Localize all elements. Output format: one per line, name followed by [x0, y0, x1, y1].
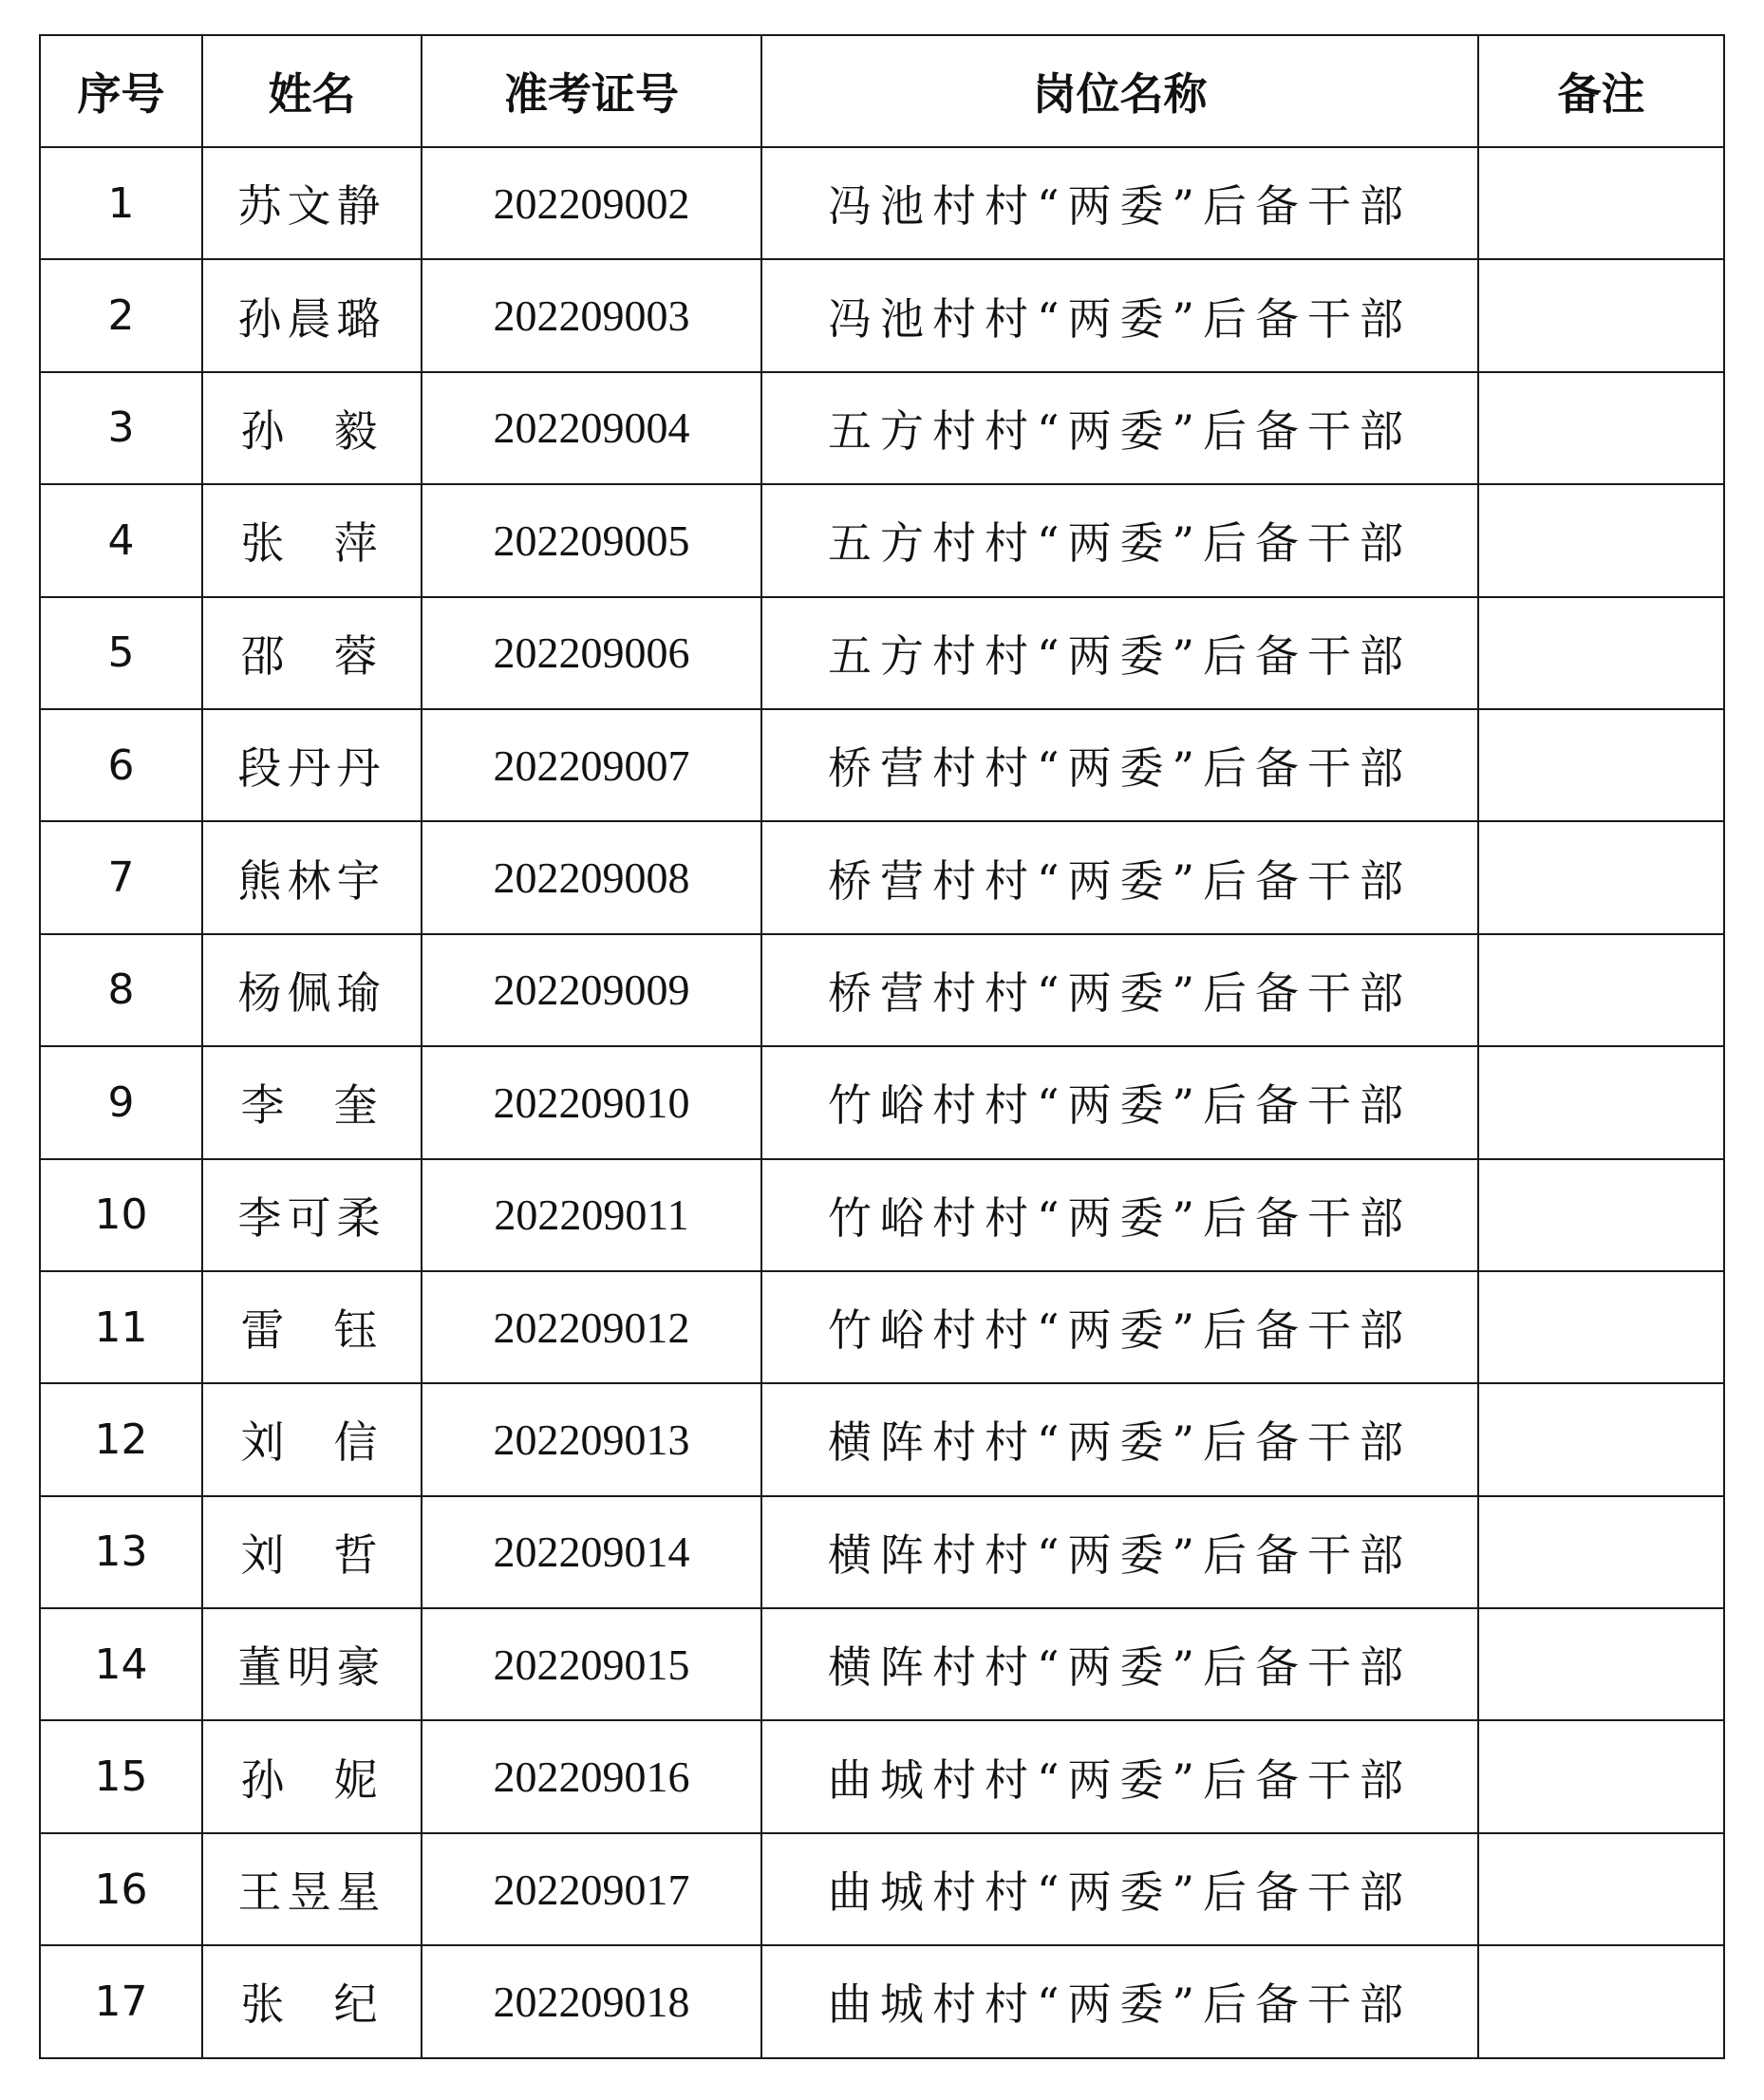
cell-name-text: 王昱星	[237, 1866, 386, 1919]
cell-remark	[1478, 147, 1724, 259]
cell-no: 10	[40, 1159, 202, 1271]
cell-no: 15	[40, 1720, 202, 1832]
cell-name-text: 刘信	[240, 1416, 384, 1469]
cell-name	[202, 1496, 422, 1608]
cell-name	[202, 821, 422, 933]
cell-name	[202, 597, 422, 709]
cell-exam-id: 202209012	[422, 1271, 761, 1383]
table-row	[40, 259, 1724, 371]
table-row	[40, 1608, 1724, 1720]
cell-exam-id: 202209017	[422, 1833, 761, 1945]
cell-name	[202, 1159, 422, 1271]
cell-name	[202, 1608, 422, 1720]
cell-no: 17	[40, 1945, 202, 2057]
cell-position: 五方村村“两委”后备干部	[761, 484, 1478, 596]
cell-name-text: 孙毅	[240, 404, 384, 457]
cell-name-text: 雷钰	[240, 1304, 384, 1357]
cell-name-text: 董明豪	[237, 1641, 386, 1694]
cell-remark	[1478, 372, 1724, 484]
cell-name	[202, 484, 422, 596]
table-row	[40, 709, 1724, 821]
cell-name-text: 张纪	[240, 1978, 384, 2031]
cell-name	[202, 259, 422, 371]
cell-no: 9	[40, 1046, 202, 1158]
cell-exam-id: 202209016	[422, 1720, 761, 1832]
header-position: 岗位名称	[761, 35, 1478, 147]
cell-exam-id: 202209009	[422, 934, 761, 1046]
cell-exam-id: 202209004	[422, 372, 761, 484]
cell-exam-id: 202209006	[422, 597, 761, 709]
cell-name	[202, 1720, 422, 1832]
table-row	[40, 1046, 1724, 1158]
cell-position: 横阵村村“两委”后备干部	[761, 1383, 1478, 1495]
cell-no: 14	[40, 1608, 202, 1720]
cell-remark	[1478, 1383, 1724, 1495]
cell-exam-id: 202209014	[422, 1496, 761, 1608]
cell-no: 16	[40, 1833, 202, 1945]
cell-position: 冯池村村“两委”后备干部	[761, 259, 1478, 371]
table-row	[40, 484, 1724, 596]
cell-position: 桥营村村“两委”后备干部	[761, 821, 1478, 933]
cell-remark	[1478, 1833, 1724, 1945]
cell-name-text: 杨佩瑜	[237, 966, 386, 1019]
cell-name	[202, 1945, 422, 2057]
table-row	[40, 821, 1724, 933]
cell-no: 8	[40, 934, 202, 1046]
cell-no: 1	[40, 147, 202, 259]
cell-name-text: 段丹丹	[237, 742, 386, 795]
cell-remark	[1478, 597, 1724, 709]
cell-name	[202, 1271, 422, 1383]
cell-remark	[1478, 821, 1724, 933]
table-body	[40, 147, 1724, 2058]
cell-name-text: 李奎	[240, 1079, 384, 1132]
cell-remark	[1478, 1271, 1724, 1383]
cell-exam-id: 202209003	[422, 259, 761, 371]
cell-no: 12	[40, 1383, 202, 1495]
table-header-row	[40, 35, 1724, 147]
cell-remark	[1478, 1496, 1724, 1608]
cell-no: 2	[40, 259, 202, 371]
cell-remark	[1478, 1046, 1724, 1158]
table-row	[40, 1720, 1724, 1832]
table-row	[40, 1271, 1724, 1383]
cell-name-text: 苏文静	[237, 180, 386, 233]
cell-position: 五方村村“两委”后备干部	[761, 597, 1478, 709]
cell-no: 13	[40, 1496, 202, 1608]
cell-name	[202, 709, 422, 821]
cell-remark	[1478, 1608, 1724, 1720]
cell-name-text: 熊林宇	[237, 854, 386, 907]
cell-name-text: 李可柔	[237, 1191, 386, 1244]
cell-no: 7	[40, 821, 202, 933]
cell-position: 竹峪村村“两委”后备干部	[761, 1271, 1478, 1383]
cell-name	[202, 147, 422, 259]
cell-remark	[1478, 259, 1724, 371]
cell-name	[202, 1833, 422, 1945]
header-no: 序号	[40, 35, 202, 147]
header-name: 姓名	[202, 35, 422, 147]
cell-exam-id: 202209015	[422, 1608, 761, 1720]
cell-name	[202, 1046, 422, 1158]
cell-name-text: 张萍	[240, 517, 384, 570]
cell-exam-id: 202209013	[422, 1383, 761, 1495]
cell-position: 横阵村村“两委”后备干部	[761, 1496, 1478, 1608]
table-row	[40, 1945, 1724, 2057]
header-remark: 备注	[1478, 35, 1724, 147]
cell-exam-id: 202209011	[422, 1159, 761, 1271]
cell-position: 曲城村村“两委”后备干部	[761, 1945, 1478, 2057]
cell-no: 11	[40, 1271, 202, 1383]
cell-position: 曲城村村“两委”后备干部	[761, 1833, 1478, 1945]
cell-no: 3	[40, 372, 202, 484]
cell-name-text: 孙妮	[240, 1753, 384, 1806]
table-row	[40, 1383, 1724, 1495]
cell-position: 桥营村村“两委”后备干部	[761, 934, 1478, 1046]
table-row	[40, 934, 1724, 1046]
cell-exam-id: 202209018	[422, 1945, 761, 2057]
cell-remark	[1478, 1945, 1724, 2057]
candidate-table	[39, 34, 1725, 2059]
cell-name	[202, 934, 422, 1046]
cell-position: 横阵村村“两委”后备干部	[761, 1608, 1478, 1720]
cell-position: 桥营村村“两委”后备干部	[761, 709, 1478, 821]
cell-name-text: 刘哲	[240, 1528, 384, 1581]
cell-position: 竹峪村村“两委”后备干部	[761, 1159, 1478, 1271]
cell-name-text: 孙晨璐	[237, 292, 386, 345]
cell-remark	[1478, 484, 1724, 596]
cell-no: 6	[40, 709, 202, 821]
cell-remark	[1478, 934, 1724, 1046]
table-row	[40, 597, 1724, 709]
cell-name	[202, 372, 422, 484]
cell-position: 曲城村村“两委”后备干部	[761, 1720, 1478, 1832]
cell-exam-id: 202209010	[422, 1046, 761, 1158]
table-row	[40, 1496, 1724, 1608]
cell-name-text: 邵蓉	[240, 629, 384, 682]
header-exam-id: 准考证号	[422, 35, 761, 147]
cell-no: 5	[40, 597, 202, 709]
cell-position: 冯池村村“两委”后备干部	[761, 147, 1478, 259]
cell-exam-id: 202209002	[422, 147, 761, 259]
cell-exam-id: 202209005	[422, 484, 761, 596]
cell-name	[202, 1383, 422, 1495]
cell-remark	[1478, 709, 1724, 821]
cell-exam-id: 202209007	[422, 709, 761, 821]
cell-position: 五方村村“两委”后备干部	[761, 372, 1478, 484]
cell-position: 竹峪村村“两委”后备干部	[761, 1046, 1478, 1158]
table-row	[40, 1159, 1724, 1271]
cell-no: 4	[40, 484, 202, 596]
cell-exam-id: 202209008	[422, 821, 761, 933]
table-row	[40, 147, 1724, 259]
table-row	[40, 372, 1724, 484]
cell-remark	[1478, 1720, 1724, 1832]
cell-remark	[1478, 1159, 1724, 1271]
table-row	[40, 1833, 1724, 1945]
